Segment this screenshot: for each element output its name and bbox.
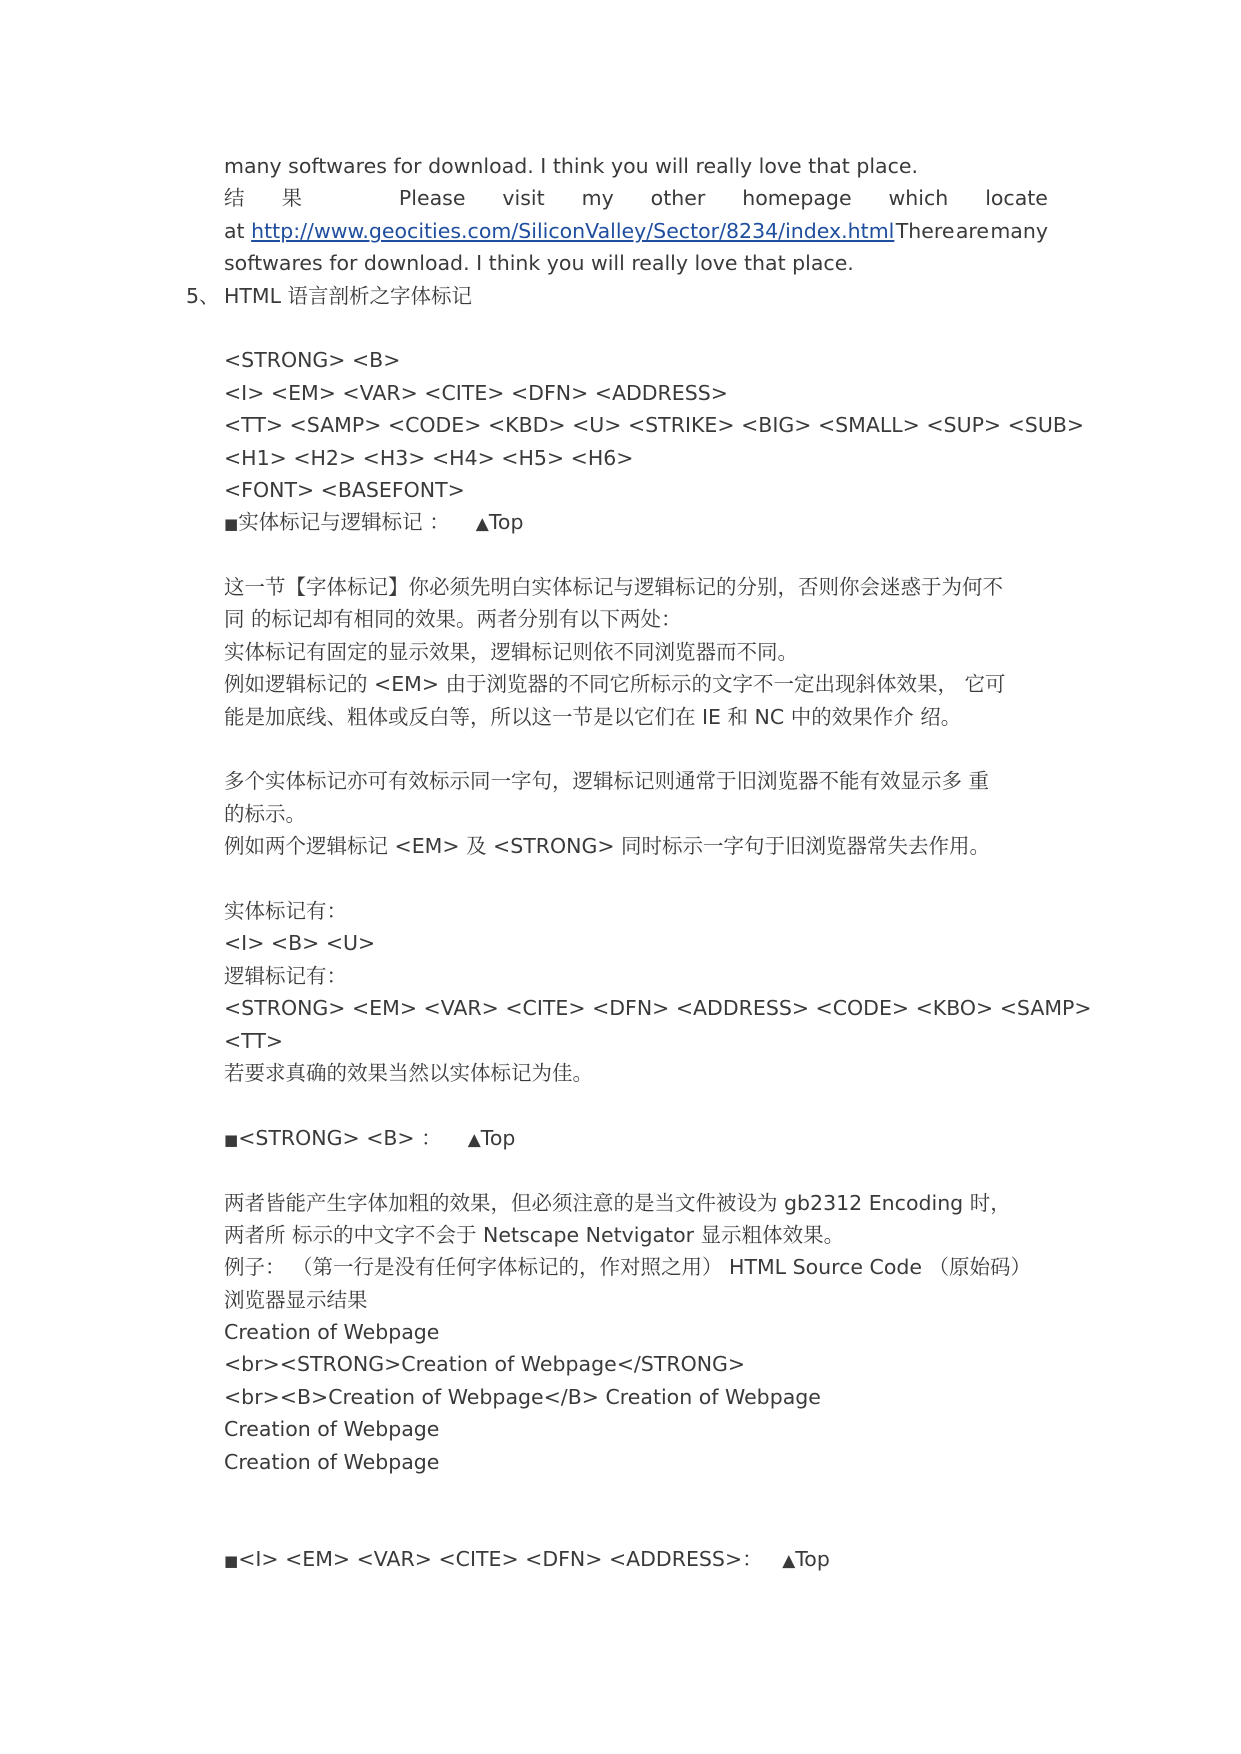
example-line: Creation of Webpage: [224, 1320, 440, 1345]
paragraph-line: 两者所 标示的中文字不会于 Netscape Netvigator 显示粗体效果。: [224, 1222, 845, 1247]
paragraph-line-with-link: [224, 215, 1048, 247]
paragraph-line-justified: [224, 182, 1048, 214]
tag-list-line: <FONT> <BASEFONT>: [224, 477, 465, 502]
example-line: <br><B>Creation of Webpage</B> Creation of Webpage: [224, 1384, 821, 1409]
spacer: [224, 312, 1048, 344]
paragraph-line: 例如两个逻辑标记 <EM> 及 <STRONG> 同时标示一字句于旧浏览器常失去作用。: [224, 834, 991, 859]
paragraph-line: 例如逻辑标记的 <EM> 由于浏览器的不同它所标示的文字不一定出现斜体效果， 它可: [224, 672, 1006, 697]
spacer: [224, 733, 1048, 765]
word: other: [650, 186, 706, 211]
spacer: [224, 863, 1048, 895]
word: which: [888, 186, 949, 211]
paragraph-line: softwares for download. I think you will really love that place.: [224, 251, 854, 276]
spacer: [224, 1089, 1048, 1121]
subsection-heading: [224, 506, 1048, 538]
paragraph-line: 两者皆能产生字体加粗的效果，但必须注意的是当文件被设为 gb2312 Encoding 时，: [224, 1190, 1011, 1215]
up-triangle-icon: ▲: [467, 1129, 481, 1150]
paragraph-line: 实体标记有固定的显示效果，逻辑标记则依不同浏览器而不同。: [224, 639, 798, 664]
top-link[interactable]: Top: [488, 510, 524, 535]
paragraph-line: 浏览器显示结果: [224, 1287, 368, 1312]
paragraph-line: 同 的标记却有相同的效果。两者分别有以下两处：: [224, 607, 682, 632]
spacer: [224, 1478, 1048, 1510]
paragraph-line: 这一节【字体标记】你必须先明白实体标记与逻辑标记的分别，否则你会迷惑于为何不: [224, 575, 1003, 600]
tag-list-line: <I> <EM> <VAR> <CITE> <DFN> <ADDRESS>: [224, 380, 728, 405]
example-line: Creation of Webpage: [224, 1417, 440, 1442]
word: There: [895, 218, 955, 243]
subsection-title: <STRONG> <B> ：: [238, 1125, 442, 1150]
up-triangle-icon: ▲: [475, 514, 489, 535]
homepage-link[interactable]: http://www.geocities.com/SiliconValley/Sector/8234/index.html: [251, 218, 895, 243]
paragraph-line: 例子： （第一行是没有任何字体标记的，作对照之用） HTML Source Code （原始码）: [224, 1255, 1032, 1280]
subsection-heading: [224, 1543, 1048, 1575]
square-bullet-icon: ■: [224, 1551, 239, 1570]
spacer: [224, 1510, 1048, 1542]
paragraph-line: many softwares for download. I think you will really love that place.: [224, 154, 918, 178]
paragraph-line: 能是加底线、粗体或反白等，所以这一节是以它们在 IE 和 NC 中的效果作介 绍。: [224, 704, 962, 729]
document-body: [186, 150, 1092, 1575]
tag-list-line: <H1> <H2> <H3> <H4> <H5> <H6>: [224, 445, 634, 470]
paragraph-line: 逻辑标记有：: [224, 963, 347, 988]
up-triangle-icon: ▲: [782, 1550, 796, 1571]
subsection-title: <I> <EM> <VAR> <CITE> <DFN> <ADDRESS>：: [238, 1546, 763, 1571]
word: homepage: [742, 186, 852, 211]
top-link[interactable]: Top: [795, 1546, 830, 1571]
tag-list-line: <TT>: [224, 1028, 284, 1053]
spacer: [224, 539, 1048, 571]
spacer: [224, 1154, 1048, 1186]
section-heading: [186, 280, 1048, 312]
word: visit: [502, 186, 545, 211]
example-line: <br><STRONG>Creation of Webpage</STRONG>: [224, 1352, 746, 1377]
word: my: [581, 186, 614, 211]
word: 结: [224, 186, 245, 211]
word: are: [955, 218, 989, 243]
subsection-heading: [224, 1122, 1048, 1154]
square-bullet-icon: ■: [224, 515, 239, 534]
example-line: Creation of Webpage: [224, 1449, 440, 1474]
subsection-title: 实体标记与逻辑标记 ：: [238, 510, 450, 535]
word: many: [990, 218, 1048, 243]
word: 果: [281, 186, 302, 211]
paragraph-line: 实体标记有：: [224, 898, 347, 923]
tag-list-line: <TT> <SAMP> <CODE> <KBD> <U> <STRIKE> <BIG> <SMALL> <SUP> <SUB>: [224, 413, 1085, 438]
top-link[interactable]: Top: [480, 1125, 516, 1150]
list-number: 5、: [186, 283, 220, 308]
tag-list-line: <STRONG> <EM> <VAR> <CITE> <DFN> <ADDRESS> <CODE> <KBO> <SAMP>: [224, 996, 1092, 1021]
section-title: HTML 语言剖析之字体标记: [224, 283, 473, 308]
word: Please: [398, 186, 466, 211]
paragraph-line: 若要求真确的效果当然以实体标记为佳。: [224, 1060, 593, 1085]
square-bullet-icon: ■: [224, 1130, 239, 1149]
tag-list-line: <I> <B> <U>: [224, 931, 376, 956]
word: locate: [985, 186, 1048, 211]
word: at: [224, 218, 245, 243]
tag-list-line: <STRONG> <B>: [224, 348, 401, 373]
paragraph-line: 的标示。: [224, 801, 306, 826]
paragraph-line: 多个实体标记亦可有效标示同一字句，逻辑标记则通常于旧浏览器不能有效显示多 重: [224, 769, 990, 794]
